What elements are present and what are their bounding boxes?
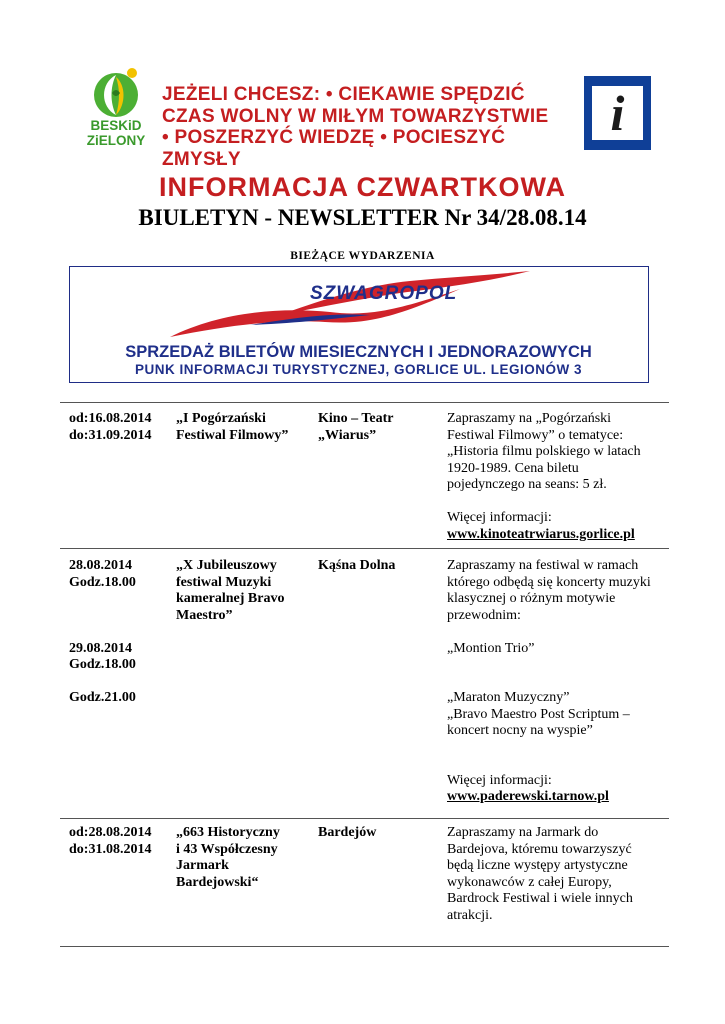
- desc-line: klasycznej o różnym motywie: [447, 591, 616, 606]
- spacer: [69, 674, 169, 691]
- title-line: i 43 Współczesny: [176, 841, 278, 857]
- table-divider: [60, 548, 669, 549]
- section-heading: BIEŻĄCE WYDARZENIA: [290, 250, 435, 262]
- title-line: Bardejowski“: [176, 874, 259, 890]
- slogan-line1: JEŻELI CHCESZ: • CIEKAWIE SPĘDZIĆ: [162, 84, 525, 105]
- tourist-info-icon: [584, 76, 651, 150]
- desc-line: wykonawców z całej Europy,: [447, 874, 612, 890]
- place-line: Bardejów: [318, 825, 377, 840]
- desc-line: Bardejova, któremu towarzyszyć: [447, 841, 632, 857]
- date-line: od:28.08.2014: [69, 825, 152, 840]
- date-line: do:31.09.2014: [69, 427, 152, 443]
- event-1-website-link[interactable]: www.kinoteatrwiarus.gorlice.pl: [447, 526, 635, 542]
- date-line: 28.08.2014: [69, 558, 132, 573]
- title-line: Festiwal Filmowy”: [176, 427, 289, 443]
- slogan-line3: • POSZERZYĆ WIEDZĘ • POCIESZYĆ ZMYSŁY: [162, 127, 506, 170]
- desc-line: „Historia filmu polskiego w latach: [447, 444, 641, 459]
- event-3-place: [318, 825, 428, 842]
- desc-line: Zapraszamy na Jarmark do: [447, 825, 599, 840]
- title-line: kameralnej Bravo: [176, 591, 285, 606]
- event-2-description: [447, 558, 657, 806]
- title-line: Jarmark: [176, 858, 229, 873]
- banner-headline: SPRZEDAŻ BILETÓW MIESIECZNYCH I JEDNORAZOWYCH: [125, 343, 592, 361]
- table-divider: [60, 402, 669, 403]
- place-line: Kąśna Dolna: [318, 558, 396, 573]
- place-line: „Wiarus”: [318, 427, 377, 443]
- logo-brand-text: [80, 118, 152, 148]
- event-1-title: [176, 411, 306, 444]
- date-line: Godz.21.00: [69, 690, 136, 705]
- event-1-date: [69, 411, 169, 444]
- event-2-title: [176, 558, 306, 624]
- desc-line: Więcej informacji:: [447, 510, 552, 525]
- info-glyph: i: [610, 85, 625, 141]
- desc-line: „Maraton Muzyczny”: [447, 690, 570, 705]
- desc-line: koncert nocny na wyspie”: [447, 723, 593, 738]
- desc-line: 1920-1989. Cena biletu: [447, 460, 579, 476]
- desc-line: Zapraszamy na festiwal w ramach: [447, 558, 639, 573]
- table-divider: [60, 818, 669, 819]
- banner-address: PUNK INFORMACJI TURYSTYCZNEJ, GORLICE UL. LEGIONÓW 3: [134, 362, 583, 377]
- slogan: [162, 84, 582, 170]
- page-title: INFORMACJA CZWARTKOWA: [159, 172, 566, 202]
- date-line: 29.08.2014: [69, 640, 132, 656]
- title-line: „X Jubileuszowy: [176, 558, 277, 573]
- desc-line: pojedynczego na seans: 5 zł.: [447, 477, 607, 492]
- date-line: od:16.08.2014: [69, 411, 152, 426]
- event-2-date: [69, 558, 169, 707]
- szwagropol-banner: [69, 266, 649, 383]
- title-line: „663 Historyczny: [176, 825, 280, 840]
- event-1-place: [318, 411, 428, 444]
- event-2-website-link[interactable]: www.paderewski.tarnow.pl: [447, 789, 609, 804]
- desc-line: Bardrock Festiwal i wiele innych: [447, 891, 633, 906]
- spacer: [447, 740, 657, 773]
- place-line: Kino – Teatr: [318, 411, 394, 426]
- event-3-date: [69, 825, 169, 858]
- desc-line: którego odbędą się koncerty muzyki: [447, 574, 651, 590]
- event-1-description: [447, 411, 657, 543]
- spacer: [447, 624, 657, 641]
- desc-line: atrakcji.: [447, 907, 493, 923]
- leaf-logo-icon: [80, 65, 152, 121]
- title-line: Maestro”: [176, 607, 233, 623]
- logo-brand-line2: ZiELONY: [86, 133, 146, 148]
- title-line: „I Pogórzański: [176, 411, 266, 426]
- slogan-line2: CZAS WOLNY W MIŁYM TOWARZYSTWIE: [162, 105, 549, 127]
- desc-line: „Montion Trio”: [447, 640, 535, 656]
- date-line: Godz.18.00: [69, 574, 136, 590]
- event-2-place: [318, 558, 428, 575]
- desc-line: Więcej informacji:: [447, 772, 552, 788]
- bulletin-number: BIULETYN - NEWSLETTER Nr 34/28.08.14: [138, 205, 587, 230]
- event-3-description: [447, 825, 657, 924]
- spacer: [447, 494, 657, 511]
- table-divider: [60, 946, 669, 947]
- date-line: Godz.18.00: [69, 657, 136, 672]
- date-line: do:31.08.2014: [69, 841, 152, 857]
- spacer: [69, 591, 169, 641]
- desc-line: przewodnim:: [447, 607, 521, 623]
- desc-line: Zapraszamy na „Pogórzański: [447, 411, 612, 426]
- logo-brand-line1: BESKiD: [90, 118, 142, 133]
- event-3-title: [176, 825, 306, 891]
- desc-line: „Bravo Maestro Post Scriptum –: [447, 706, 630, 722]
- desc-line: Festiwal Filmowy” o tematyce:: [447, 427, 624, 443]
- title-line: festiwal Muzyki: [176, 574, 272, 590]
- banner-brand: SZWAGROPOL: [310, 283, 458, 304]
- desc-line: będą liczne występy artystyczne: [447, 858, 628, 873]
- spacer: [447, 657, 657, 690]
